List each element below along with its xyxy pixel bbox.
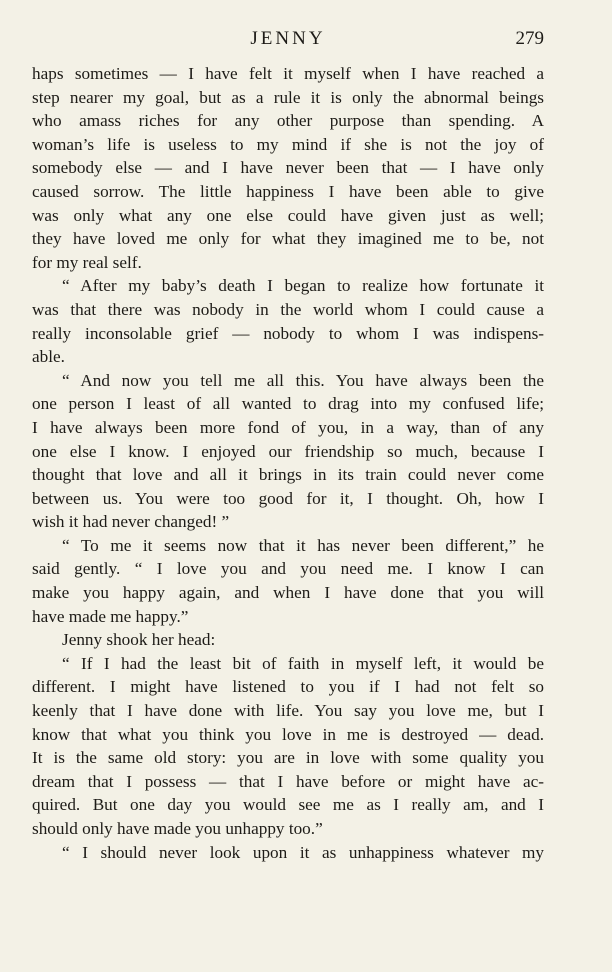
text-line: “ If I had the least bit of faith in myself left, it would be (62, 653, 544, 673)
text-line: It is the same old story: you are in love with some quality you (32, 748, 544, 768)
text-line: dream that I possess — that I have before or might have ac- (32, 771, 544, 791)
paragraph (32, 628, 544, 652)
text-line: “ And now you tell me all this. You have always been the (62, 370, 544, 390)
text-line: quired. But one day you would see me as I really am, and I (32, 795, 544, 815)
text-line: who amass riches for any other purpose than spending. A (32, 111, 544, 131)
paragraph (32, 841, 544, 865)
text-line: thought that love and all it brings in its train could never come (32, 465, 544, 485)
text-line: “ I should never look upon it as unhappiness whatever my (62, 842, 544, 862)
text-line: caused sorrow. The little happiness I have been able to give (32, 181, 544, 201)
text-line: different. I might have listened to you if I had not felt so (32, 677, 544, 697)
page-header (32, 28, 544, 58)
text-line: “ To me it seems now that it has never been different,” he (62, 535, 544, 555)
text-line: “ After my baby’s death I began to realize how fortunate it (62, 276, 544, 296)
text-line: keenly that I have done with life. You say you love me, but I (32, 701, 544, 721)
text-line: make you happy again, and when I have done that you will (32, 583, 544, 603)
text-line: have made me happy.” (32, 606, 189, 626)
text-line: somebody else — and I have never been that — I have only (32, 158, 544, 178)
text-line: haps sometimes — I have felt it myself when I have reached a (32, 64, 544, 83)
text-line: Jenny shook her head: (62, 630, 216, 650)
text-line: should only have made you unhappy too.” (32, 819, 323, 838)
paragraph (32, 62, 544, 274)
text-line: for my real self. (32, 252, 142, 272)
text-line: one else I know. I enjoyed our friendship so much, because I (32, 441, 544, 461)
text-line: able. (32, 347, 65, 367)
paragraph (32, 274, 544, 368)
text-line: wish it had never changed! ” (32, 512, 230, 532)
text-line: between us. You were too good for it, I thought. Oh, how I (32, 488, 544, 508)
text-line: I have always been more fond of you, in a way, than of any (32, 417, 544, 437)
text-line: really inconsolable grief — nobody to whom I was indispens- (32, 323, 544, 343)
paragraph (32, 369, 544, 534)
page-number: 279 (515, 28, 544, 49)
paragraph (32, 652, 544, 841)
paragraph (32, 534, 544, 628)
text-line: step nearer my goal, but as a rule it is only the abnormal beings (32, 87, 544, 107)
text-line: said gently. “ I love you and you need me. I know I can (32, 559, 544, 579)
text-line: they have loved me only for what they imagined me to be, not (32, 229, 544, 249)
text-line: was that there was nobody in the world whom I could cause a (32, 299, 544, 319)
text-line: know that what you think you love in me is destroyed — dead. (32, 724, 544, 744)
body-text (32, 62, 544, 864)
text-line: woman’s life is useless to my mind if she is not the joy of (32, 134, 544, 154)
text-line: was only what any one else could have given just as well; (32, 205, 544, 225)
running-head: JENNY (250, 28, 326, 49)
text-line: one person I least of all wanted to drag into my confused life; (32, 394, 544, 414)
